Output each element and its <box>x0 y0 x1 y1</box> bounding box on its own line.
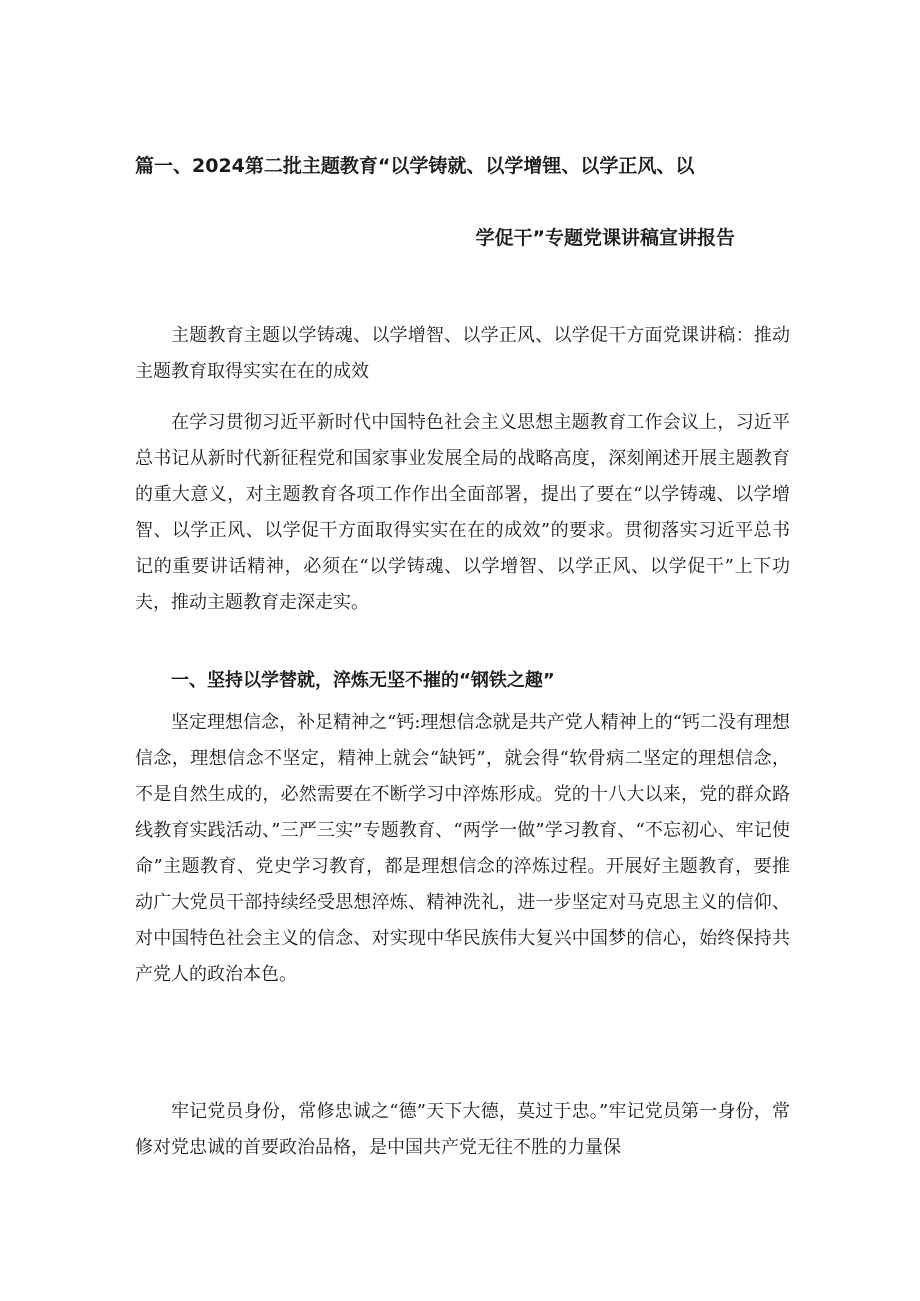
document-title-line-1: 篇一、2024第二批主题教育“以学铸就、以学增锂、以学正风、以 <box>135 155 695 177</box>
paragraph-loyalty: 牢记党员身份，常修忠诚之“德”天下大德，莫过于忠。”牢记党员第一身份，常修对党忠诚的首要政治品格，是中国共产党无往不胜的力量保 <box>135 1101 790 1158</box>
section-heading-1: 一、坚持以学替就，淬炼无坚不摧的“钢铁之趣” <box>171 670 555 691</box>
document-title-line-2: 学促干”专题党课讲稿宣讲报告 <box>475 227 735 249</box>
paragraph-ideals: 坚定理想信念，补足精神之“钙:理想信念就是共产党人精神上的“钙二没有理想信念，理想信念不坚定，精神上就会“缺钙”，就会得“软骨病二坚定的理想信念，不是自然生成的，必然需要在不断学习中淬炼形成。党的十八大以来，党的群众路线教育实践活动、”三严三实”专题教育、“两学一做”学习教育、“不忘初心、牢记使命”主题教育、党史学习教育，都是理想信念的淬炼过程。开展好主题教育，要推动广大党员干部持续经受思想淬炼、精神洗礼，进一步坚定对马克思主义的信仰、对中国特色社会主义的信念、对实现中华民族伟大复兴中国梦的信心，始终保持共产党人的政治本色。 <box>135 712 790 985</box>
paragraph-intro: 主题教育主题以学铸魂、以学增智、以学正风、以学促干方面党课讲稿：推动主题教育取得实实在在的成效 <box>135 325 790 382</box>
paragraph-background: 在学习贯彻习近平新时代中国特色社会主义思想主题教育工作会议上，习近平总书记从新时代新征程党和国家事业发展全局的战略高度，深刻阐述开展主题教育的重大意义，对主题教育各项工作作出全面部署，提出了要在“以学铸魂、以学增智、以学正风、以学促干方面取得实实在在的成效”的要求。贯彻落实习近平总书记的重要讲话精神，必须在“以学铸魂、以学增智、以学正风、以学促干”上下功夫，推动主题教育走深走实。 <box>135 412 790 613</box>
